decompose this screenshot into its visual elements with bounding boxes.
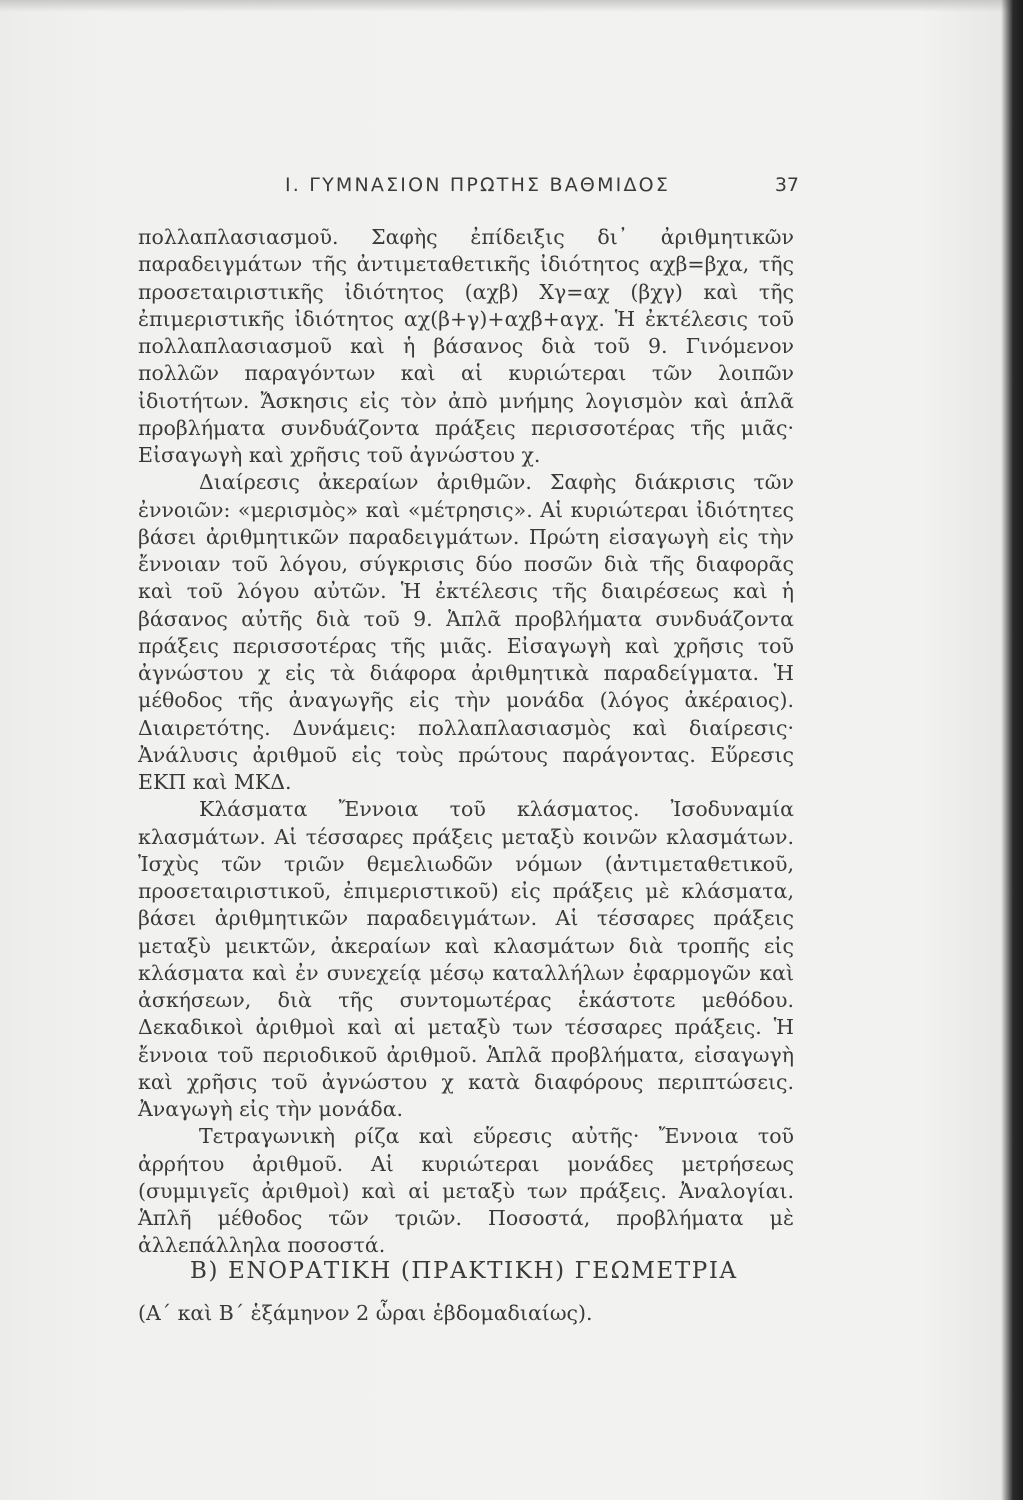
paragraph-multiplication: πολλαπλασιασμοῦ. Σαφὴς ἐπίδειξις δι᾽ ἀριθμητικῶν παραδειγμάτων τῆς ἀντιμεταθετικῆς ἰδιότητος αχβ=βχα, τῆς προσεταιριστικῆς ἰδιότητος (αχβ) Χγ=αχ (βχγ) καὶ τῆς ἐπιμεριστικῆς ἰδιότητος αχ(β+γ)+αχβ+αγχ. Ἡ ἐκτέλεσις τοῦ πολλαπλασιασμοῦ καὶ ἡ βάσανος διὰ τοῦ 9. Γινόμενον πολλῶν παραγόντων καὶ αἱ κυριώτεραι τῶν λοιπῶν ἰδιοτήτων. Ἄσκησις εἰς τὸν ἀπὸ μνήμης λογισμὸν καὶ ἁπλᾶ προβλήματα συνδυάζοντα πράξεις περισσοτέρας τῆς μιᾶς· Εἰσαγωγὴ καὶ χρῆσις τοῦ ἀγνώστου χ.: [138, 225, 794, 467]
paragraph-fractions: Κλάσματα Ἔννοια τοῦ κλάσματος. Ἰσοδυναμία κλασμάτων. Αἱ τέσσαρες πράξεις μεταξὺ κοινῶν κλασμάτων. Ἰσχὺς τῶν τριῶν θεμελιωδῶν νόμων (ἀντιμεταθετικοῦ, προσεταιριστικοῦ, ἐπιμεριστικοῦ) εἰς πράξεις μὲ κλάσματα, βάσει ἀριθμητικῶν παραδειγμάτων. Αἱ τέσσαρες πράξεις μεταξὺ μεικτῶν, ἀκεραίων καὶ κλασμάτων διὰ τροπῆς εἰς κλάσματα καὶ ἐν συνεχείᾳ μέσῳ καταλλήλων ἐφαρμογῶν καὶ ἀσκήσεων, διὰ τῆς συντομωτέρας ἑκάστοτε μεθόδου. Δεκαδικοὶ ἀριθμοὶ καὶ αἱ μεταξὺ των τέσσαρες πράξεις. Ἡ ἔννοια τοῦ περιοδικοῦ ἀριθμοῦ. Ἁπλᾶ προβλήματα, εἰσαγωγὴ καὶ χρῆσις τοῦ ἀγνώστου χ κατὰ διαφόρους περιπτώσεις. Ἀναγωγὴ εἰς τὴν μονάδα.: [138, 797, 794, 1121]
running-header-title: Ι. ΓΥΜΝΑΣΙΟΝ ΠΡΩΤΗΣ ΒΑΘΜΙΔΟΣ: [285, 174, 671, 196]
body-text: [138, 224, 794, 1260]
section-schedule-note: (Α΄ καὶ Β΄ ἑξάμηνον 2 ὧραι ἑβδομαδιαίως).: [138, 1301, 593, 1325]
page-binding-edge: [1001, 0, 1023, 1500]
running-header: [285, 170, 799, 200]
section-heading: Β) ΕΝΟΡΑΤΙΚΗ (ΠΡΑΚΤΙΚΗ) ΓΕΩΜΕΤΡΙΑ: [190, 1258, 738, 1284]
paragraph-square-root: Τετραγωνικὴ ρίζα καὶ εὕρεσις αὐτῆς· Ἔννοια τοῦ ἀρρήτου ἀριθμοῦ. Αἱ κυριώτεραι μονάδες μετρήσεως (συμμιγεῖς ἀριθμοὶ) καὶ αἱ μεταξὺ των πράξεις. Ἀναλογίαι. Ἁπλῆ μέθοδος τῶν τριῶν. Ποσοστά, προβλήματα μὲ ἀλλεπάλληλα ποσοστά.: [138, 1124, 794, 1258]
paragraph-division: Διαίρεσις ἀκεραίων ἀριθμῶν. Σαφὴς διάκρισις τῶν ἐννοιῶν: «μερισμὸς» καὶ «μέτρησις». Αἱ κυριώτεραι ἰδιότητες βάσει ἀριθμητικῶν παραδειγμάτων. Πρώτη εἰσαγωγὴ εἰς τὴν ἔννοιαν τοῦ λόγου, σύγκρισις δύο ποσῶν διὰ τῆς διαφορᾶς καὶ τοῦ λόγου αὐτῶν. Ἡ ἐκτέλεσις τῆς διαιρέσεως καὶ ἡ βάσανος αὐτῆς διὰ τοῦ 9. Ἁπλᾶ προβλήματα συνδυάζοντα πράξεις περισσοτέρας τῆς μιᾶς. Εἰσαγωγὴ καὶ χρῆσις τοῦ ἀγνώστου χ εἰς τὰ διάφορα ἀριθμητικὰ παραδείγματα. Ἡ μέθοδος τῆς ἀναγωγῆς εἰς τὴν μονάδα (λόγος ἀκέραιος). Διαιρετότης. Δυνάμεις: πολλαπλασιασμὸς καὶ διαίρεσις· Ἀνάλυσις ἀριθμοῦ εἰς τοὺς πρώτους παράγοντας. Εὕρεσις ΕΚΠ καὶ ΜΚΔ.: [138, 470, 794, 794]
page-number: 37: [774, 174, 799, 196]
page-top-shadow: [0, 0, 1023, 12]
